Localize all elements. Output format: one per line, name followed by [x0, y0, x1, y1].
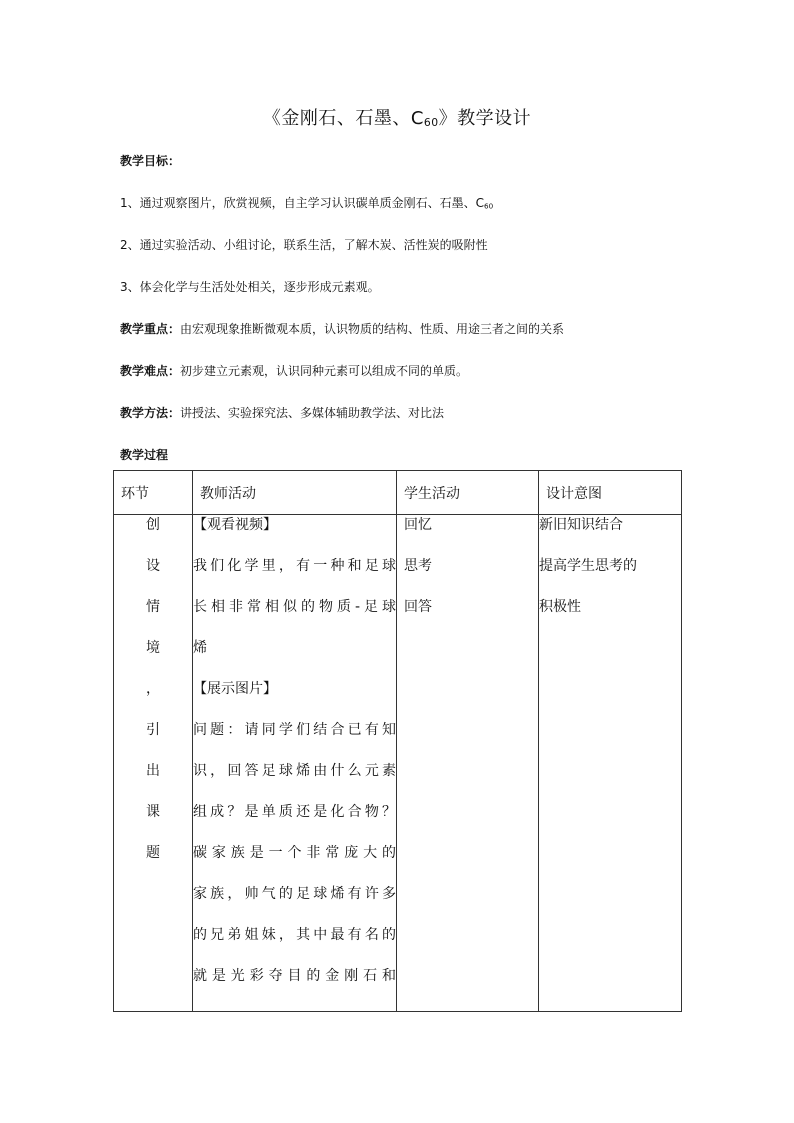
objective-1: 1、通过观察图片，欣赏视频，自主学习认识碳单质金刚石、石墨、$C_{60}$ [120, 196, 494, 211]
teacher-activity-cell [193, 515, 397, 1012]
intent-line: 提高学生思考的 [539, 558, 637, 574]
student-activity-cell [397, 515, 539, 1012]
teacher-line: 【展示图片】 [193, 681, 277, 697]
document-title [0, 104, 794, 130]
difficulty-point: 教学难点：初步建立元素观，认识同种元素可以组成不同的单质。 [120, 364, 469, 378]
title-subscript: 60 [423, 116, 439, 130]
teacher-line: 就是光彩夺目的金刚石和 [193, 968, 396, 984]
intent-line: 积极性 [539, 599, 581, 615]
header-stage: 环节 [114, 471, 193, 515]
teacher-line: 碳家族是一个非常庞大的 [193, 845, 396, 861]
header-intent: 设计意图 [539, 471, 682, 515]
stage-char: 情 [146, 599, 160, 615]
stage-cell [114, 515, 193, 1012]
stage-char: 题 [146, 845, 160, 861]
process-heading: 教学过程 [120, 448, 169, 462]
table-header-row [114, 471, 682, 515]
stage-char: 出 [146, 763, 160, 779]
intent-line: 新旧知识结合 [539, 517, 623, 533]
stage-char: ， [146, 681, 160, 697]
student-line: 思考 [404, 558, 432, 574]
key-point: 教学重点：由宏观现象推断微观本质，认识物质的结构、性质、用途三者之间的关系 [120, 322, 565, 336]
process-table [113, 470, 682, 1012]
header-student: 学生活动 [397, 471, 539, 515]
student-line: 回答 [404, 599, 432, 615]
objectives-heading: 教学目标： [120, 154, 181, 168]
stage-char: 引 [146, 722, 160, 738]
teacher-line: 识，回答足球烯由什么元素 [193, 763, 396, 779]
stage-char: 课 [146, 804, 160, 820]
teacher-line: 【观看视频】 [193, 517, 277, 533]
teaching-method: 教学方法：讲授法、实验探究法、多媒体辅助教学法、对比法 [120, 406, 445, 420]
teacher-line: 组成？是单质还是化合物？ [193, 804, 396, 820]
title-end: 》教学设计 [438, 108, 532, 129]
teacher-line: 的兄弟姐妹，其中最有名的 [193, 927, 396, 943]
stage-char: 设 [146, 558, 160, 574]
design-intent-cell [539, 515, 682, 1012]
student-line: 回忆 [404, 517, 432, 533]
teacher-line: 家族，帅气的足球烯有许多 [193, 886, 396, 902]
teacher-line: 我们化学里，有一种和足球 [193, 558, 396, 574]
stage-char: 创 [146, 517, 160, 533]
header-teacher: 教师活动 [193, 471, 397, 515]
objective-2: 2、通过实验活动、小组讨论，联系生活，了解木炭、活性炭的吸附性 [120, 238, 488, 252]
teacher-line: 问题：请同学们结合已有知 [193, 722, 396, 738]
objective-3: 3、体会化学与生活处处相关，逐步形成元素观。 [120, 280, 380, 294]
table-row [114, 515, 682, 1012]
teacher-line: 烯 [193, 640, 207, 656]
teacher-line: 长相非常相似的物质-足球 [193, 599, 396, 615]
title-main: 《金刚石、石墨、C [262, 108, 424, 129]
stage-char: 境 [146, 640, 160, 656]
